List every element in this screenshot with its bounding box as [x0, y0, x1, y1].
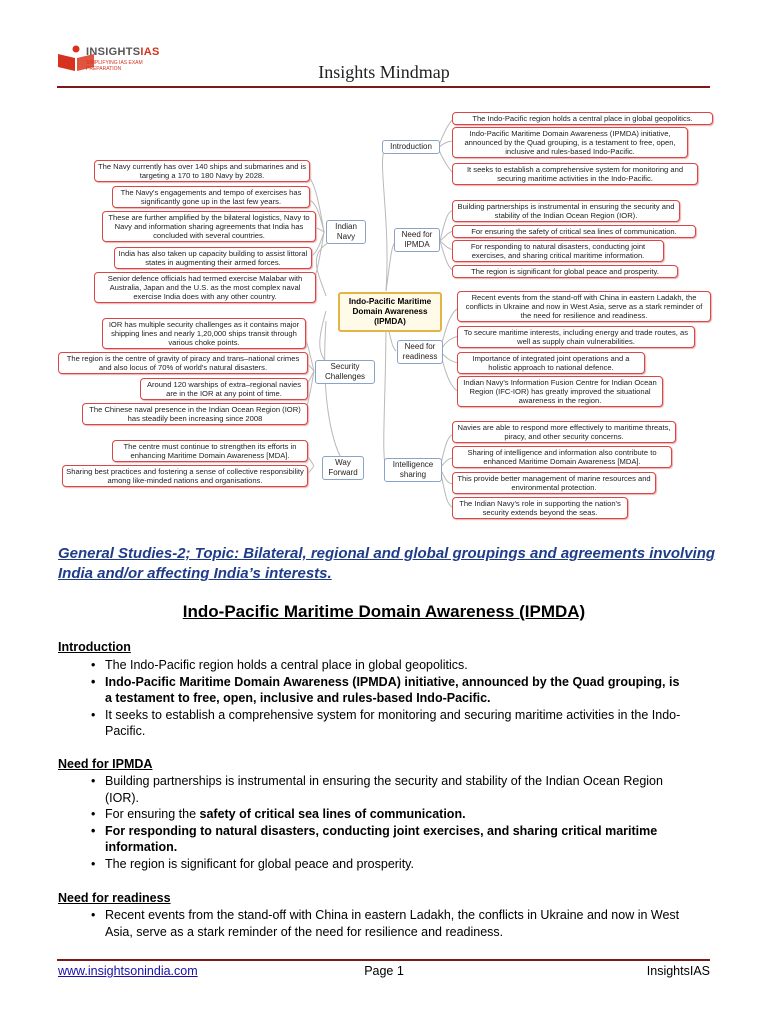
- leaf-ready-4: Indian Navy's Information Fusion Centre for Indian Ocean Region (IFC-IOR) has greatly improved the situational awareness in the region.: [457, 376, 663, 407]
- leaf-sec-2: The region is the centre of gravity of piracy and trans–national crimes and also locus of 70% of world's natural disasters.: [58, 352, 308, 374]
- list-item: • The region is significant for global peace and prosperity.: [58, 856, 688, 873]
- leaf-need-1: Building partnerships is instrumental in ensuring the security and stability of the Indian Ocean Region (IOR).: [452, 200, 680, 222]
- document-title: Insights Mindmap: [318, 62, 450, 82]
- logo-tagline: SIMPLIFYING IAS EXAM PREPARATION: [86, 60, 143, 72]
- list-item: • For ensuring the safety of critical sea lines of communication.: [58, 806, 688, 823]
- leaf-navy-1: The Navy currently has over 140 ships and submarines and is targeting a 170 to 180 Navy by 2028.: [94, 160, 310, 182]
- leaf-navy-5: Senior defence officials had termed exercise Malabar with Australia, Japan and the U.S. as the most complex naval exercise India does with any other country.: [94, 272, 316, 303]
- leaf-sec-1: IOR has multiple security challenges as it contains major shipping lines and nearly 1,20,000 ships transit through various choke points.: [102, 318, 306, 349]
- leaf-navy-3: These are further amplified by the bilateral logistics, Navy to Navy and information sharing agreements that India has concluded with several countries.: [102, 211, 316, 242]
- main-heading: Indo-Pacific Maritime Domain Awareness (IPMDA): [182, 602, 586, 621]
- node-intelligence-sharing: Intelligence sharing: [384, 458, 442, 482]
- section-heading-need-readiness: Need for readiness: [58, 891, 171, 905]
- list-item: • Building partnerships is instrumental in ensuring the security and stability of the Indian Ocean Region (IOR).: [58, 773, 688, 806]
- leaf-intro-2: Indo-Pacific Maritime Domain Awareness (IPMDA) initiative, announced by the Quad grouping, is a testament to free, open, inclusive and rules-based Indo-Pacific.: [452, 127, 688, 158]
- list-item: • Recent events from the stand-off with China in eastern Ladakh, the conflicts in Ukraine and now in West Asia, serve as a stark reminder of the need for resilience and readiness.: [58, 907, 688, 940]
- leaf-intro-1: The Indo-Pacific region holds a central place in global geopolitics.: [452, 112, 713, 125]
- list-item: • It seeks to establish a comprehensive system for monitoring and securing maritime activities in the Indo-Pacific.: [58, 707, 688, 740]
- leaf-intro-3: It seeks to establish a comprehensive system for monitoring and securing maritime activities in the Indo-Pacific.: [452, 163, 698, 185]
- footer-divider: [57, 959, 710, 961]
- node-need-readiness: Need for readiness: [397, 340, 443, 364]
- node-indian-navy: Indian Navy: [326, 220, 366, 244]
- leaf-sec-3: Around 120 warships of extra–regional navies are in the IOR at any point of time.: [140, 378, 308, 400]
- need-readiness-list: [58, 907, 688, 940]
- logo-text: INSIGHTSIAS: [86, 46, 160, 58]
- leaf-intel-2: Sharing of intelligence and information also contribute to enhanced Maritime Domain Awareness [MDA].: [452, 446, 672, 468]
- leaf-need-3: For responding to natural disasters, conducting joint exercises, and sharing critical maritime information.: [452, 240, 664, 262]
- leaf-intel-4: The Indian Navy's role in supporting the nation's security extends beyond the seas.: [452, 497, 628, 519]
- list-item: • For responding to natural disasters, conducting joint exercises, and sharing critical maritime information.: [58, 823, 688, 856]
- leaf-need-4: The region is significant for global peace and prosperity.: [452, 265, 678, 278]
- node-security-challenges: Security Challenges: [315, 360, 375, 384]
- list-item: • The Indo-Pacific region holds a central place in global geopolitics.: [58, 657, 688, 674]
- gs-topic: General Studies-2; Topic: Bilateral, regional and global groupings and agreements involving India and/or affecting India’s interests.: [58, 545, 716, 582]
- leaf-way-2: Sharing best practices and fostering a sense of collective responsibility among like-minded nations and organisations.: [62, 465, 308, 487]
- leaf-ready-1: Recent events from the stand-off with China in eastern Ladakh, the conflicts in Ukraine and now in West Asia, serve as a stark reminder of the need for resilience and readiness.: [457, 291, 711, 322]
- leaf-sec-4: The Chinese naval presence in the Indian Ocean Region (IOR) has steadily been increasing since 2008: [82, 403, 308, 425]
- mindmap-center-node: Indo-Pacific Maritime Domain Awareness (IPMDA): [338, 292, 442, 332]
- leaf-intel-1: Navies are able to respond more effectively to maritime threats, piracy, and other security concerns.: [452, 421, 676, 443]
- node-introduction: Introduction: [382, 140, 440, 154]
- section-heading-need-ipmda: Need for IPMDA: [58, 757, 153, 771]
- leaf-navy-2: The Navy's engagements and tempo of exercises has significantly gone up in the last few years.: [112, 186, 310, 208]
- need-ipmda-list: [58, 773, 688, 872]
- leaf-ready-2: To secure maritime interests, including energy and trade routes, as well as supply chain vulnerabilities.: [457, 326, 695, 348]
- website-link[interactable]: www.insightsonindia.com: [58, 964, 198, 978]
- list-item: • Indo-Pacific Maritime Domain Awareness (IPMDA) initiative, announced by the Quad grouping, is a testament to free, open, inclusive and rules-based Indo-Pacific.: [58, 674, 688, 707]
- leaf-need-2: For ensuring the safety of critical sea lines of communication.: [452, 225, 696, 238]
- leaf-way-1: The centre must continue to strengthen its efforts in enhancing Maritime Domain Awareness [MDA].: [112, 440, 308, 462]
- node-way-forward: Way Forward: [322, 456, 364, 480]
- leaf-intel-3: This provide better management of marine resources and environmental protection.: [452, 472, 656, 494]
- leaf-navy-4: India has also taken up capacity building to assist littoral states in augmenting their armed forces.: [114, 247, 312, 269]
- footer-brand: InsightsIAS: [646, 964, 710, 978]
- introduction-list: [58, 657, 688, 740]
- node-need-ipmda: Need for IPMDA: [394, 228, 440, 252]
- header-divider: [57, 86, 710, 88]
- page-number: Page 1: [364, 964, 404, 978]
- leaf-ready-3: Importance of integrated joint operations and a holistic approach to national defence.: [457, 352, 645, 374]
- mindmap: [56, 96, 712, 536]
- section-heading-introduction: Introduction: [58, 640, 131, 654]
